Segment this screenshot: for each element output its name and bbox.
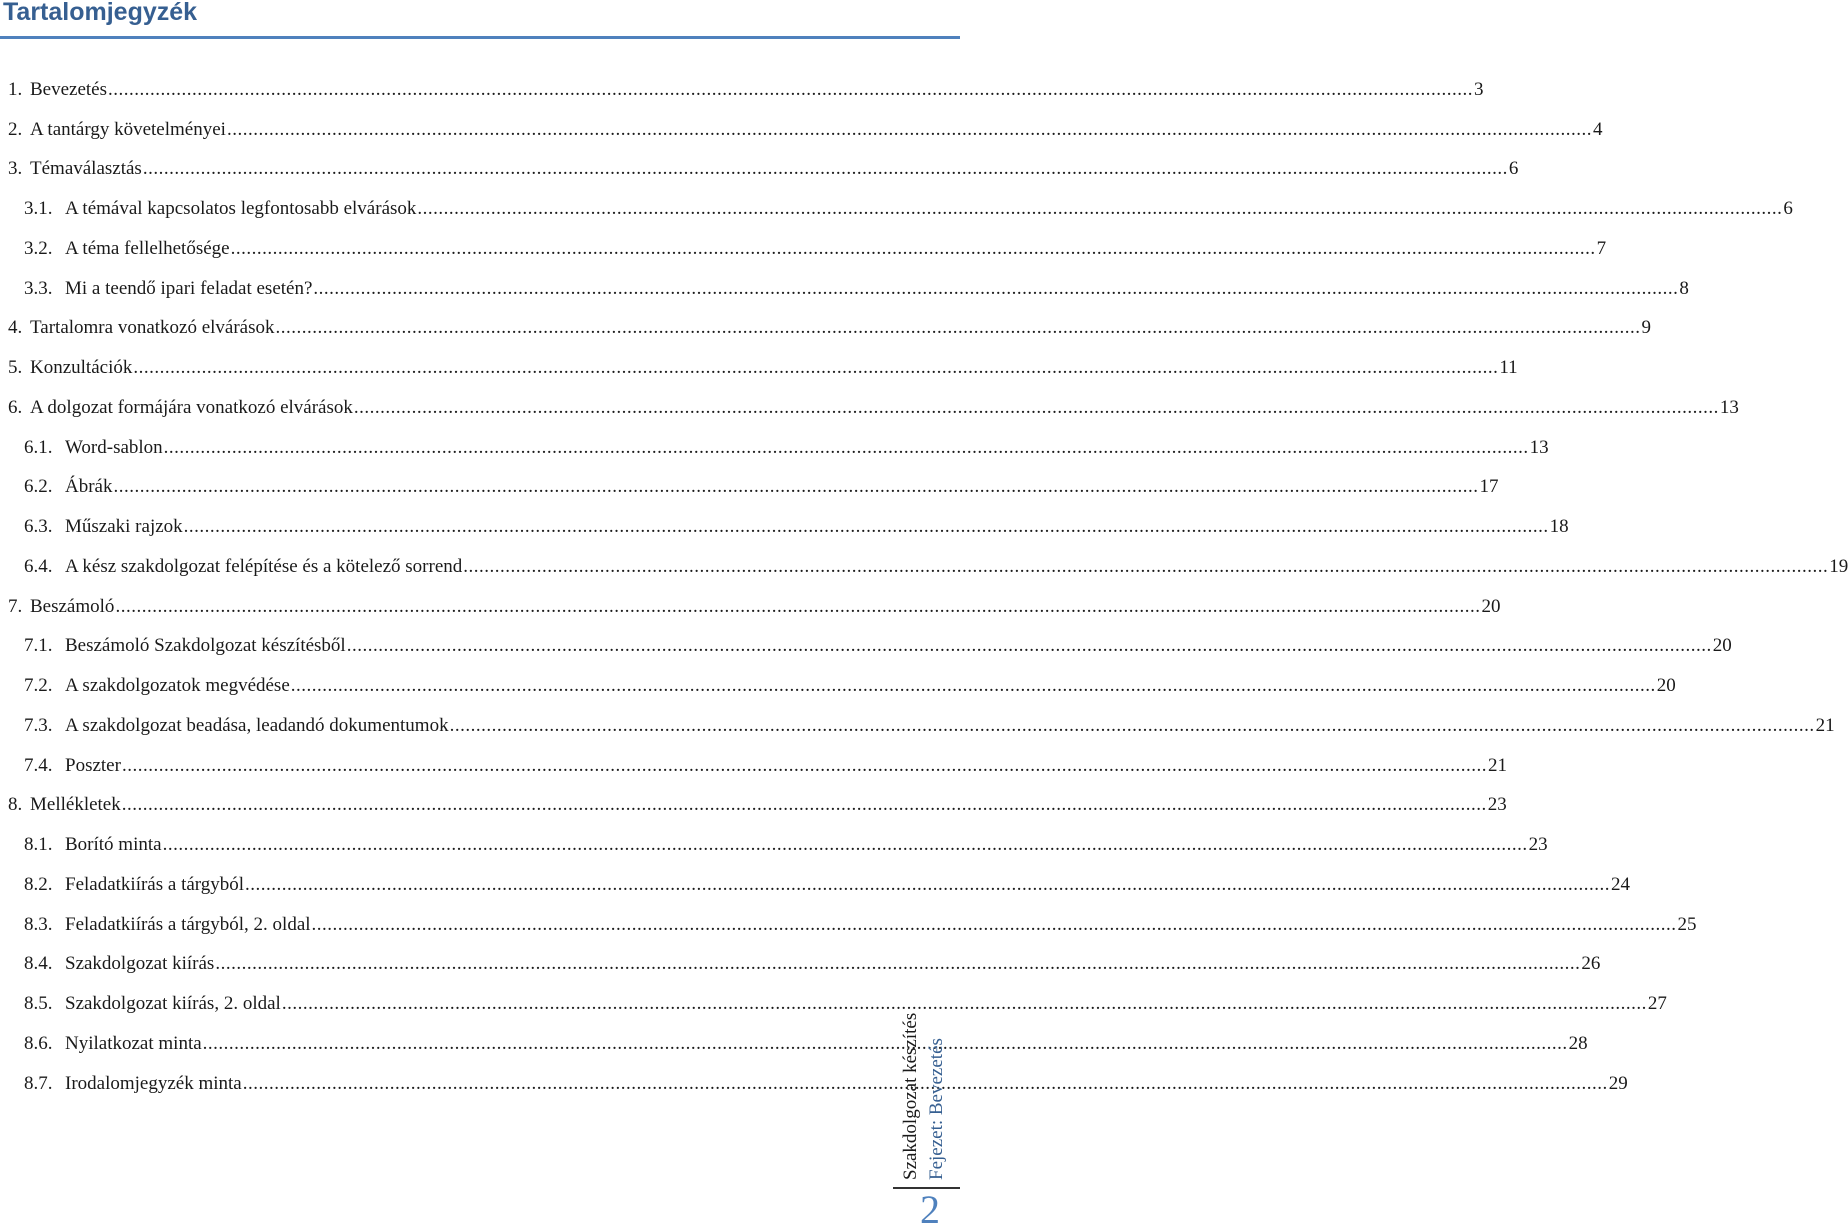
dot-leader [312,914,1677,936]
toc-entry-number: 7.4. [24,754,53,776]
dot-leader [133,357,1498,379]
toc-entry[interactable] [0,70,1484,110]
toc-entry-label: Mi a teendő ipari feladat esetén? [65,277,313,299]
toc-entry-number: 8.5. [24,993,53,1015]
dot-leader [354,397,1719,419]
toc-entry-number: 7.3. [24,714,53,736]
toc-entry-number: 3.1. [24,198,53,220]
toc-entry-page: 21 [1815,714,1835,736]
dot-leader [122,794,1487,816]
toc-entry-page: 13 [1529,436,1549,458]
dot-leader [450,715,1815,737]
toc-entry-label: Konzultációk [30,357,133,379]
toc-entry-label: Irodalomjegyzék minta [65,1072,242,1094]
toc-entry[interactable] [0,468,1499,508]
running-footer [898,990,950,1180]
dot-leader [282,993,1647,1015]
toc-entry-label: Bevezetés [30,78,108,100]
toc-entry-label: Beszámoló Szakdolgozat készítésből [65,635,346,657]
toc-entry-page: 7 [1596,237,1607,259]
toc-entry[interactable] [0,905,1697,945]
toc-entry[interactable] [0,428,1549,468]
toc-entry[interactable] [0,189,1793,229]
toc-entry[interactable] [0,309,1652,349]
page-title: Tartalomjegyzék [3,0,198,26]
toc-entry-page: 20 [1656,675,1676,697]
toc-entry-label: Borító minta [65,834,162,856]
toc-entry-page: 23 [1487,794,1507,816]
dot-leader [113,476,1478,498]
toc-entry-number: 7. [8,595,23,617]
dot-leader [417,198,1782,220]
toc-entry[interactable] [0,786,1507,826]
toc-entry-page: 13 [1719,396,1739,418]
toc-entry-page: 9 [1641,317,1652,339]
toc-entry-page: 27 [1647,993,1667,1015]
toc-entry[interactable] [0,507,1569,547]
toc-entry[interactable] [0,706,1835,746]
toc-entry[interactable] [0,945,1601,985]
toc-entry-page: 3 [1474,78,1484,100]
toc-entry-label: A témával kapcsolatos legfontosabb elvárások [65,198,417,220]
toc-entry-page: 17 [1479,476,1499,498]
toc-entry[interactable] [0,1064,1628,1104]
dot-leader [163,834,1528,856]
toc-entry-page: 28 [1568,1032,1588,1054]
toc-entry-number: 8.1. [24,834,53,856]
toc-entry-page: 4 [1592,118,1603,140]
toc-entry-label: Feladatkiírás a tárgyból, 2. oldal [65,913,311,935]
toc-entry[interactable] [0,110,1603,150]
dot-leader [291,675,1656,697]
toc-entry-number: 8.2. [24,873,53,895]
footer-book-title: Szakdolgozat készítés [900,1012,921,1180]
toc-entry-number: 8.6. [24,1032,53,1054]
footer-chapter: Fejezet: Bevezetés [926,1038,947,1180]
toc-entry[interactable] [0,388,1739,428]
toc-entry[interactable] [0,1024,1588,1064]
dot-leader [313,278,1678,300]
toc-entry-number: 4. [8,317,23,339]
toc-entry[interactable] [0,627,1732,667]
toc-entry-label: Word-sablon [65,436,163,458]
toc-entry-label: Feladatkiírás a tárgyból [65,873,245,895]
dot-leader [143,158,1508,180]
toc-entry-label: Témaválasztás [30,158,142,180]
toc-entry-label: Nyilatkozat minta [65,1032,202,1054]
toc-entry-label: A kész szakdolgozat felépítése és a kötelező sorrend [65,555,463,577]
toc-entry-page: 6 [1783,198,1793,220]
toc-entry-number: 7.1. [24,635,53,657]
toc-entry-number: 6.4. [24,555,53,577]
toc-entry[interactable] [0,746,1507,786]
toc-entry-page: 23 [1528,834,1548,856]
table-of-contents [0,70,1848,1104]
dot-leader [115,596,1480,618]
dot-leader [276,317,1641,339]
toc-entry-label: A tantárgy követelményei [30,118,226,140]
toc-entry[interactable] [0,150,1519,190]
toc-entry[interactable] [0,348,1518,388]
toc-entry-page: 11 [1499,357,1518,379]
toc-entry-number: 8.7. [24,1072,53,1094]
toc-entry-label: A téma fellelhetősége [65,237,230,259]
dot-leader [108,79,1473,101]
toc-entry-label: Poszter [65,754,121,776]
toc-entry-label: Szakdolgozat kiírás [65,953,215,975]
toc-entry-label: Műszaki rajzok [65,516,183,538]
toc-entry-number: 3.3. [24,277,53,299]
toc-entry-number: 8.3. [24,913,53,935]
dot-leader [203,1033,1568,1055]
toc-entry-label: Szakdolgozat kiírás, 2. oldal [65,993,281,1015]
toc-entry-number: 6.2. [24,476,53,498]
toc-entry-label: A dolgozat formájára vonatkozó elvárások [30,396,353,418]
dot-leader [347,635,1712,657]
dot-leader [215,953,1580,975]
toc-entry-page: 29 [1608,1072,1628,1094]
toc-entry-number: 2. [8,118,23,140]
toc-entry-number: 7.2. [24,675,53,697]
toc-entry-number: 8.4. [24,953,53,975]
toc-entry-label: A szakdolgozatok megvédése [65,675,290,697]
toc-entry-number: 6.3. [24,516,53,538]
toc-entry-label: Beszámoló [30,595,115,617]
toc-entry-page: 6 [1508,158,1519,180]
toc-entry-label: A szakdolgozat beadása, leadandó dokumentumok [65,714,449,736]
dot-leader [463,556,1828,578]
toc-entry[interactable] [0,587,1501,627]
toc-entry-label: Tartalomra vonatkozó elvárások [30,317,275,339]
toc-entry-number: 3. [8,158,23,180]
toc-entry[interactable] [0,666,1676,706]
toc-entry-page: 24 [1611,873,1631,895]
toc-entry[interactable] [0,865,1631,905]
toc-entry[interactable] [0,547,1848,587]
toc-entry[interactable] [0,825,1548,865]
toc-entry-number: 5. [8,357,23,379]
toc-entry-page: 8 [1679,277,1689,299]
dot-leader [245,874,1610,896]
toc-entry-page: 18 [1549,516,1569,538]
toc-entry[interactable] [0,984,1667,1024]
toc-entry-number: 8. [8,794,23,816]
toc-entry-number: 6.1. [24,436,53,458]
toc-entry-page: 25 [1677,913,1697,935]
toc-entry-page: 21 [1487,754,1507,776]
title-underline [0,36,960,39]
toc-entry-number: 6. [8,396,23,418]
page-number: 2 [920,1187,940,1232]
toc-entry-number: 3.2. [24,237,53,259]
toc-entry-page: 19 [1829,555,1848,577]
dot-leader [227,119,1592,141]
toc-entry-page: 20 [1481,595,1501,617]
dot-leader [122,755,1487,777]
toc-entry[interactable] [0,229,1607,269]
dot-leader [164,437,1529,459]
toc-entry-number: 1. [8,78,23,100]
toc-entry-page: 20 [1712,635,1732,657]
toc-entry[interactable] [0,269,1689,309]
dot-leader [231,238,1596,260]
toc-entry-label: Mellékletek [30,794,121,816]
toc-entry-page: 26 [1581,953,1601,975]
toc-entry-label: Ábrák [65,476,113,498]
dot-leader [184,516,1549,538]
